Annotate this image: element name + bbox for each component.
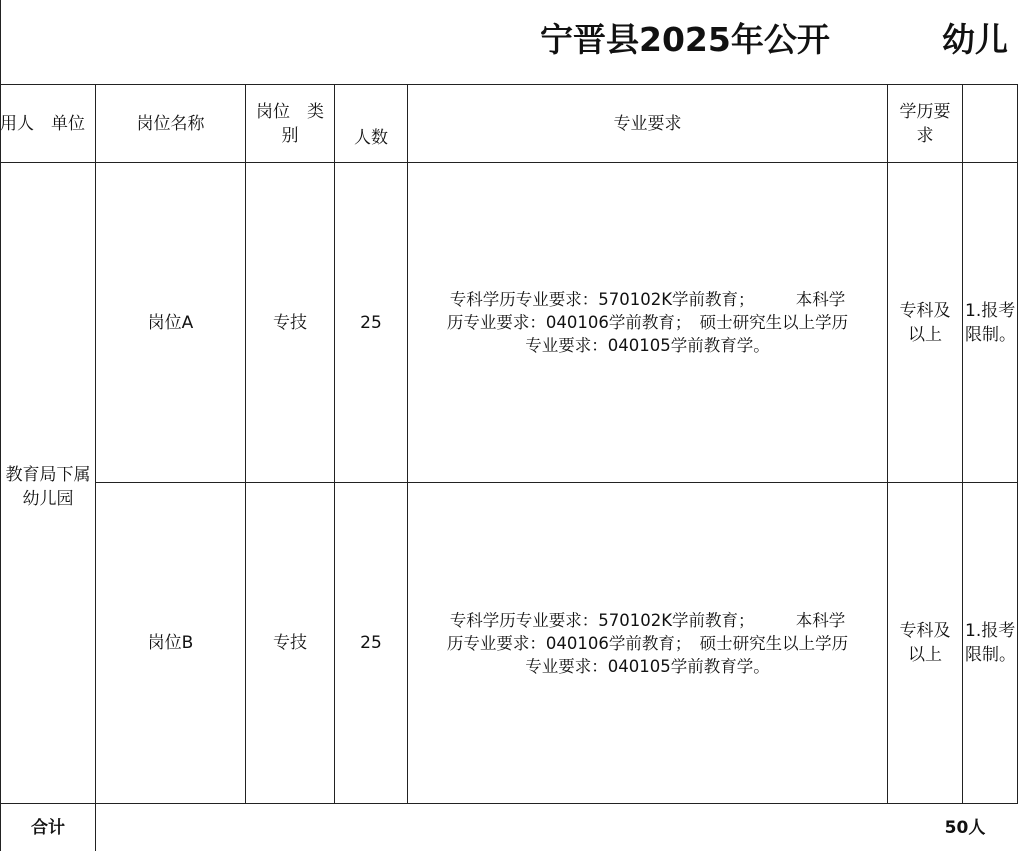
header-category: 岗位 类别 xyxy=(256,101,324,146)
major-line: 专科学历专业要求：570102K学前教育； 本科学 xyxy=(449,610,846,630)
header-education: 学历要求 xyxy=(899,101,951,146)
other-requirement-cell xyxy=(963,483,1017,803)
header-count: 人数 xyxy=(354,127,388,148)
major-line: 专业要求：040105学前教育学。 xyxy=(525,656,770,676)
header-unit: 用人 单位 xyxy=(0,113,85,134)
major-requirement-cell xyxy=(408,163,887,482)
major-line: 专科学历专业要求：570102K学前教育； 本科学 xyxy=(449,290,846,309)
title-part-2: 幼儿 xyxy=(942,20,1008,59)
other-line: 限制。 xyxy=(965,645,1016,665)
category-cell: 专技 xyxy=(273,633,307,653)
header-position-name: 岗位名称 xyxy=(136,113,205,134)
major-requirement-cell xyxy=(408,483,887,803)
category-cell: 专技 xyxy=(273,312,307,333)
count-cell: 25 xyxy=(360,633,382,653)
position-name-cell: 岗位B xyxy=(147,633,194,653)
other-line: 1.报考 xyxy=(965,621,1016,641)
position-name-cell: 岗位A xyxy=(147,312,194,333)
page-title xyxy=(0,14,1018,66)
other-line: 限制。 xyxy=(965,324,1016,345)
major-line: 历专业要求：040106学前教育； 硕士研究生以上学历 xyxy=(446,633,849,653)
grid-line-body-bottom xyxy=(0,803,1018,804)
total-label: 合计 xyxy=(31,817,65,838)
total-value: 50人 xyxy=(944,817,986,838)
count-cell: 25 xyxy=(360,312,382,333)
major-requirement-text xyxy=(447,288,848,357)
header-other xyxy=(963,85,1017,162)
unit-cell: 教育局下属幼儿园 xyxy=(5,465,91,509)
education-cell: 专科及以上 xyxy=(899,300,951,345)
title-part-1: 宁晋县2025年公开 xyxy=(540,20,830,59)
header-major: 专业要求 xyxy=(613,113,682,134)
other-requirement-cell xyxy=(963,163,1017,482)
major-requirement-text xyxy=(447,609,848,678)
major-line: 历专业要求：040106学前教育； 硕士研究生以上学历 xyxy=(446,313,849,332)
major-line: 专业要求：040105学前教育学。 xyxy=(525,336,770,355)
other-line: 1.报考 xyxy=(965,300,1016,321)
education-cell: 专科及以上 xyxy=(899,621,951,665)
